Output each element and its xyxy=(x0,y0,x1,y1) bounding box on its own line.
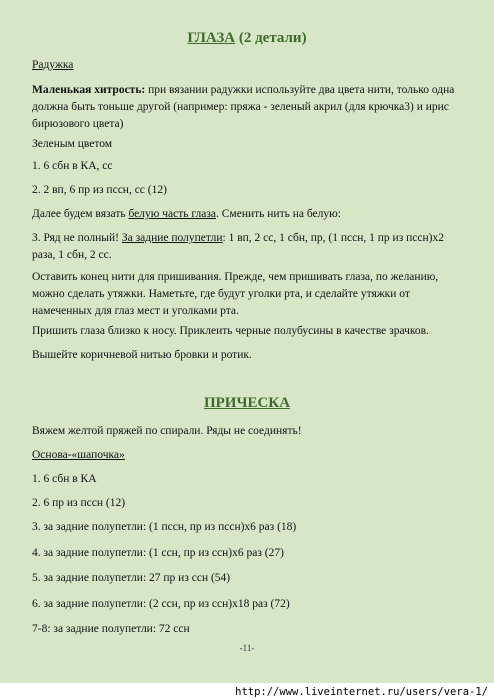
tip-line-3: бирюзового цвета) xyxy=(32,118,124,130)
subtitle-iris xyxy=(32,56,472,74)
footer-bar xyxy=(0,683,494,699)
eyes-title-sub: (2 детали) xyxy=(235,30,307,46)
tip-text-1: при вязании радужки используйте два цвета нити, только одна xyxy=(145,84,455,96)
footer-url: http://www.liveinternet.ru/users/vera-1/ xyxy=(235,686,488,698)
hair-title: ПРИЧЕСКА xyxy=(203,395,291,411)
next-underlined: белую часть глаза xyxy=(128,208,217,220)
hair-row: 7-8: за задние полупетли: 72 сcн xyxy=(32,623,190,635)
hair-intro: Вяжем желтой пряжей по спирали. Ряды не соединять! xyxy=(32,425,302,437)
tip-line-1 xyxy=(32,81,472,99)
tip-line-2: должна быть тоньше другой (например: пряжа - зеленый акрил (для крючка3) и ирис xyxy=(32,101,449,113)
next-part-note xyxy=(32,205,472,223)
eyes-row-2: 2. 2 вп, 6 пр из псcн, сс (12) xyxy=(32,184,167,196)
eyes-row-3-cont: раза, 1 сбн, 2 сс. xyxy=(32,249,112,261)
leave-line-3: намеченных для глаз мест и уголками рта. xyxy=(32,305,239,317)
hair-row: 5. за задние полупетли: 27 пр из сcн (54) xyxy=(32,572,231,584)
row3-underlined: За задние полупетли xyxy=(121,232,223,244)
hair-row: 3. за задние полупетли: (1 псcн, пр из псcн)х6 раз (18) xyxy=(32,521,297,533)
eyes-row-1: 1. 6 сбн в КА, сс xyxy=(32,160,113,172)
leave-line-2: можно сделать утяжки. Наметьте, где будут уголки рта, и сделайте утяжки от xyxy=(32,288,410,300)
next-post: . Сменить нить на белую: xyxy=(216,208,341,220)
iris-label: Радужка xyxy=(32,59,74,71)
eyes-row-3 xyxy=(32,229,472,247)
hair-row: 6. за задние полупетли: (2 сcн, пр из сcн)х18 раз (72) xyxy=(32,598,290,610)
hair-base-label xyxy=(32,446,472,464)
row3-post: : 1 вп, 2 сс, 1 сбн, пр, (1 псcн, 1 пр из псcн)х2 xyxy=(222,232,444,244)
leave-line-1: Оставить конец нити для пришивания. Прежде, чем пришивать глаза, по желанию, xyxy=(32,271,439,283)
next-pre: Далее будем вязать xyxy=(32,208,129,220)
eyes-title-main: ГЛАЗА xyxy=(187,30,236,46)
page-number: -11- xyxy=(239,643,255,653)
base-label: Основа-«шапочка» xyxy=(32,449,125,461)
row3-pre: 3. Ряд не полный! xyxy=(32,232,122,244)
hair-row: 1. 6 сбн в КА xyxy=(32,473,97,485)
green-color-note: Зеленым цветом xyxy=(32,138,113,150)
section-title-hair xyxy=(0,395,494,412)
tip-bold: Маленькая хитрость: xyxy=(32,84,146,96)
hair-row: 4. за задние полупетли: (1 сcн, пр из сcн)х6 раз (27) xyxy=(32,547,284,559)
section-title-eyes xyxy=(0,30,494,47)
hair-row: 2. 6 пр из псcн (12) xyxy=(32,497,126,509)
sew-instruction: Пришить глаза близко к носу. Приклеить черные полубусины в качестве зрачков. xyxy=(32,325,429,337)
embroider-instruction: Вышейте коричневой нитью бровки и ротик. xyxy=(32,349,252,361)
